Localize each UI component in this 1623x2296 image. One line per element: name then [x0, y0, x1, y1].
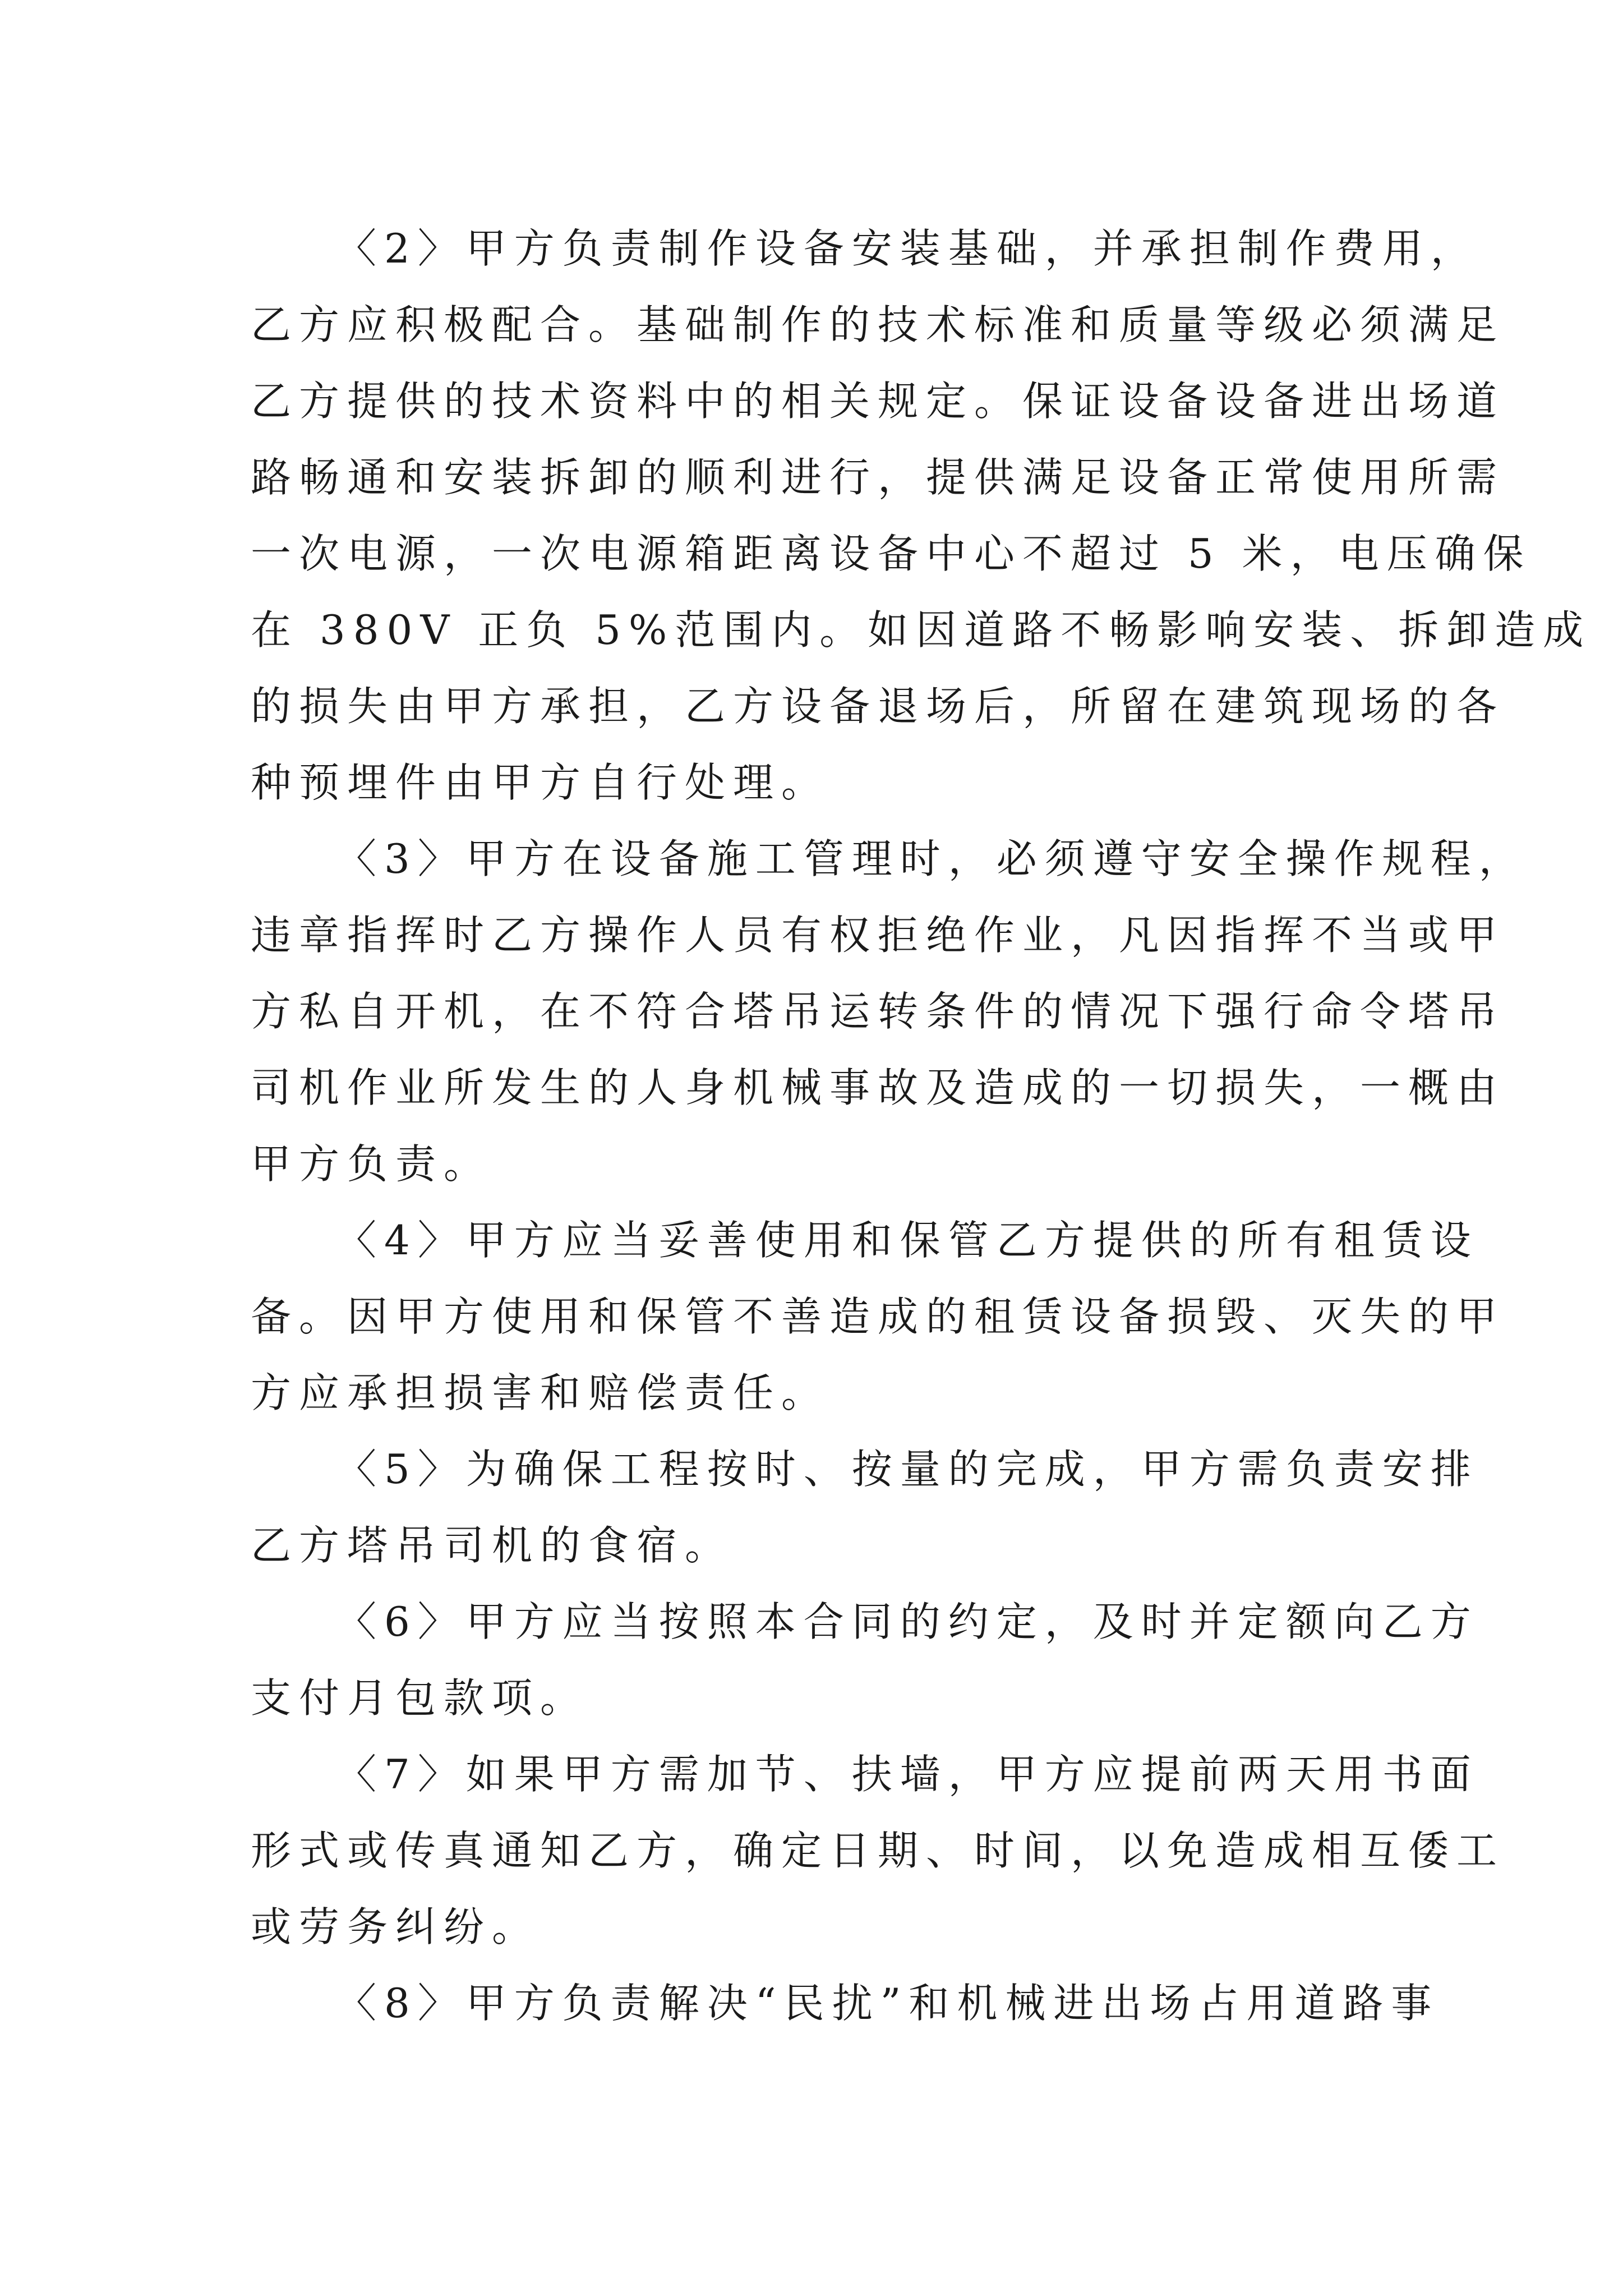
text-line: 方私自开机，在不符合塔吊运转条件的情况下强行命令塔吊	[251, 988, 1505, 1035]
text-line: 〈5〉为确保工程按时、按量的完成，甲方需负责安排	[336, 1446, 1479, 1493]
text-line: 甲方负责。	[251, 1140, 492, 1188]
text-line: 乙方应积极配合。基础制作的技术标准和质量等级必须满足	[251, 301, 1505, 348]
text-line: 〈3〉甲方在设备施工管理时，必须遵守安全操作规程，	[336, 835, 1527, 882]
text-line: 司机作业所发生的人身机械事故及造成的一切损失，一概由	[251, 1064, 1505, 1111]
text-line: 备。因甲方使用和保管不善造成的租赁设备损毁、灭失的甲	[251, 1293, 1505, 1340]
text-line: 〈6〉甲方应当按照本合同的约定，及时并定额向乙方	[336, 1598, 1479, 1645]
text-line: 种预埋件由甲方自行处理。	[251, 759, 830, 806]
text-line: 〈7〉如果甲方需加节、扶墙，甲方应提前两天用书面	[336, 1751, 1479, 1798]
text-line: 一次电源，一次电源箱距离设备中心不超过 5 米，电压确保	[251, 530, 1532, 577]
text-line: 支付月包款项。	[251, 1674, 589, 1722]
text-line: 形式或传真通知乙方，确定日期、时间，以免造成相互倭工	[251, 1827, 1505, 1874]
text-line: 乙方塔吊司机的食宿。	[251, 1522, 734, 1569]
text-line: 或劳务纠纷。	[251, 1903, 541, 1950]
text-line: 乙方提供的技术资料中的相关规定。保证设备设备进出场道	[251, 378, 1505, 425]
text-line: 〈4〉甲方应当妥善使用和保管乙方提供的所有租赁设	[336, 1217, 1479, 1264]
contract-text-block	[251, 210, 1592, 2041]
text-line: 在 380V 正负 5%范围内。如因道路不畅影响安装、拆卸造成	[251, 606, 1592, 654]
text-line: 违章指挥时乙方操作人员有权拒绝作业，凡因指挥不当或甲	[251, 912, 1505, 959]
text-line: 方应承担损害和赔偿责任。	[251, 1369, 830, 1416]
text-line: 〈8〉甲方负责解决“民扰”和机械进出场占用道路事	[336, 1980, 1440, 2027]
text-line: 路畅通和安装拆卸的顺利进行，提供满足设备正常使用所需	[251, 454, 1505, 501]
text-line: 〈2〉甲方负责制作设备安装基础，并承担制作费用，	[336, 225, 1479, 272]
text-line: 的损失由甲方承担，乙方设备退场后，所留在建筑现场的各	[251, 683, 1505, 730]
